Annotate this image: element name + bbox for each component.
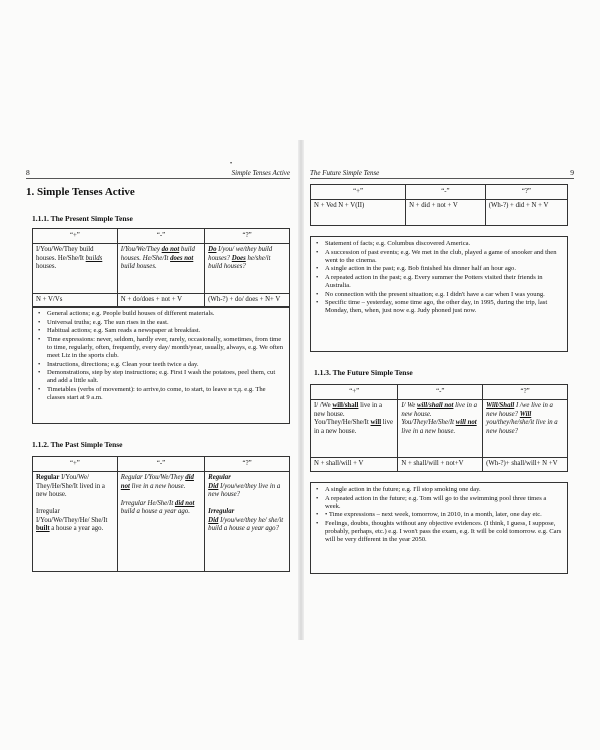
- col-affirmative: “+”: [311, 385, 398, 400]
- cell-affirmative: I/ /We will/shall live in a new house. You/They/He/She/It will live in a new house.: [311, 400, 398, 458]
- usage-note: • • Time expressions – next week, tomorrow, in 2010, in a month, later, one day etc.: [315, 511, 563, 519]
- col-negative: “-”: [406, 185, 486, 200]
- col-affirmative: “+”: [311, 185, 406, 200]
- right-page-header: [310, 166, 574, 179]
- section-heading: 1.1.1. The Present Simple Tense: [32, 214, 133, 223]
- usage-note: • Specific time – yesterday, some time ago, the other day, in 1995, during the trip, last Monday, then, when, just now e.g. Judy phoned just now.: [315, 299, 563, 315]
- usage-note: • Demonstrations, step by step instructions; e.g. First I wash the potatoes, peel them, cut and add a little salt.: [37, 369, 285, 385]
- cell-negative: Regular I/You/We/They did not live in a new house. Irregular He/She/It did not build a house a year ago.: [117, 472, 204, 572]
- col-negative: “-”: [117, 457, 204, 472]
- formula-negative: N + did + not + V: [406, 200, 486, 226]
- book-gutter: [298, 140, 304, 640]
- chapter-title: 1. Simple Tenses Active: [26, 186, 135, 198]
- usage-note: • Habitual actions; e.g. Sam reads a newspaper at breakfast.: [37, 327, 285, 335]
- future-simple-table: [310, 384, 568, 472]
- usage-note: • Timetables (verbs of movement): to arrive,to come, to start, to leave и т.д. e.g. The classes start at 9 a.m.: [37, 386, 285, 402]
- usage-note: • A succession of past events; e.g. We met in the club, played a game of snooker and then went to the cinema.: [315, 249, 563, 265]
- col-affirmative: “+”: [33, 457, 118, 472]
- col-negative: “-”: [398, 385, 483, 400]
- cell-question: Will/Shall I /we live in a new house? Will you/they/he/she/it live in a new house?: [483, 400, 568, 458]
- usage-note: • Feelings, doubts, thoughts without any objective evidences. (I think, I guess, I suppose, probably, perhaps, etc.) e.g. I won't pass the exam, e.g. It will be cold tomorrow. e.g. Cars will be very different in the year 2050.: [315, 520, 563, 545]
- cell-negative: I/ We will/shall not live in a new house. You/They/He/She/It will not live in a new house.: [398, 400, 483, 458]
- running-header: The Future Simple Tense: [310, 169, 380, 177]
- right-page: [310, 150, 574, 620]
- col-question: “?”: [205, 457, 290, 472]
- page-number: 9: [570, 168, 574, 177]
- decorative-dot: •: [230, 161, 233, 167]
- formula-question: (Wh-?)+ shall/will+ N +V: [483, 458, 568, 471]
- formula-affirmative: N + shall/will + V: [311, 458, 398, 471]
- formula-affirmative: N + V/Vs: [33, 294, 118, 307]
- left-page: [26, 150, 290, 620]
- col-affirmative: “+”: [33, 229, 118, 244]
- present-simple-table: [32, 228, 290, 308]
- usage-note: • Instructions, directions; e.g. Clean your teeth twice a day.: [37, 361, 285, 369]
- formula-negative: N + do/does + not + V: [117, 294, 204, 307]
- usage-note: • A single action in the past; e.g. Bob finished his dinner half an hour ago.: [315, 265, 563, 273]
- usage-note: • No connection with the present situation; e.g. I didn't have a car when I was young.: [315, 291, 563, 299]
- usage-note: • A repeated action in the past; e.g. Every summer the Potters visited their friends in Australia.: [315, 274, 563, 290]
- running-header: Simple Tenses Active: [231, 169, 290, 177]
- section-heading: 1.1.2. The Past Simple Tense: [32, 440, 123, 449]
- col-negative: “-”: [117, 229, 204, 244]
- usage-note: • General actions; e.g. People build houses of different materials.: [37, 310, 285, 318]
- cell-affirmative: Regular I/You/We/ They/He/She/It lived in a new house. Irregular I/You/We/They/He/ She/It built a house a year ago.: [33, 472, 118, 572]
- usage-note: • A repeated action in the future; e.g. Tom will go to the swimming pool three times a week.: [315, 495, 563, 511]
- cell-affirmative: I/You/We/They build houses. He/She/It builds houses.: [33, 244, 118, 294]
- left-page-header: [26, 166, 290, 179]
- col-question: “?”: [205, 229, 290, 244]
- cell-question: Regular Did I/you/we/they live in a new house? Irregular Did I/you/we/they he/ she/it build a house a year ago?: [205, 472, 290, 572]
- past-simple-formula-table: [310, 184, 568, 226]
- formula-negative: N + shall/will + not+V: [398, 458, 483, 471]
- usage-note: • Time expressions: never, seldom, hardly ever, rarely, occasionally, sometimes, from time to time, regularly, often, frequently, every day/ month/year, usually, always, e.g. We often meet Liz in the sports club.: [37, 336, 285, 361]
- formula-question: (Wh-?) + do/ does + N+ V: [205, 294, 290, 307]
- col-question: “?”: [483, 385, 568, 400]
- cell-negative: I/You/We/They do not build houses. He/She/It does not build houses.: [117, 244, 204, 294]
- past-simple-table: [32, 456, 290, 572]
- present-usage-notes: [32, 306, 290, 424]
- section-heading: 1.1.3. The Future Simple Tense: [314, 368, 413, 377]
- future-usage-notes: [310, 482, 568, 574]
- usage-note: • A single action in the future; e.g. I'll stop smoking one day.: [315, 486, 563, 494]
- col-question: “?”: [485, 185, 567, 200]
- past-usage-notes: [310, 236, 568, 352]
- usage-note: • Statement of facts; e.g. Columbus discovered America.: [315, 240, 563, 248]
- formula-affirmative: N + Ved N + V(II): [311, 200, 406, 226]
- page-number: 8: [26, 168, 30, 177]
- usage-note: • Universal truths; e.g. The sun rises in the east.: [37, 319, 285, 327]
- cell-question: Do I/you/ we/they build houses? Does he/she/it build houses?: [205, 244, 290, 294]
- formula-question: (Wh-?) + did + N + V: [485, 200, 567, 226]
